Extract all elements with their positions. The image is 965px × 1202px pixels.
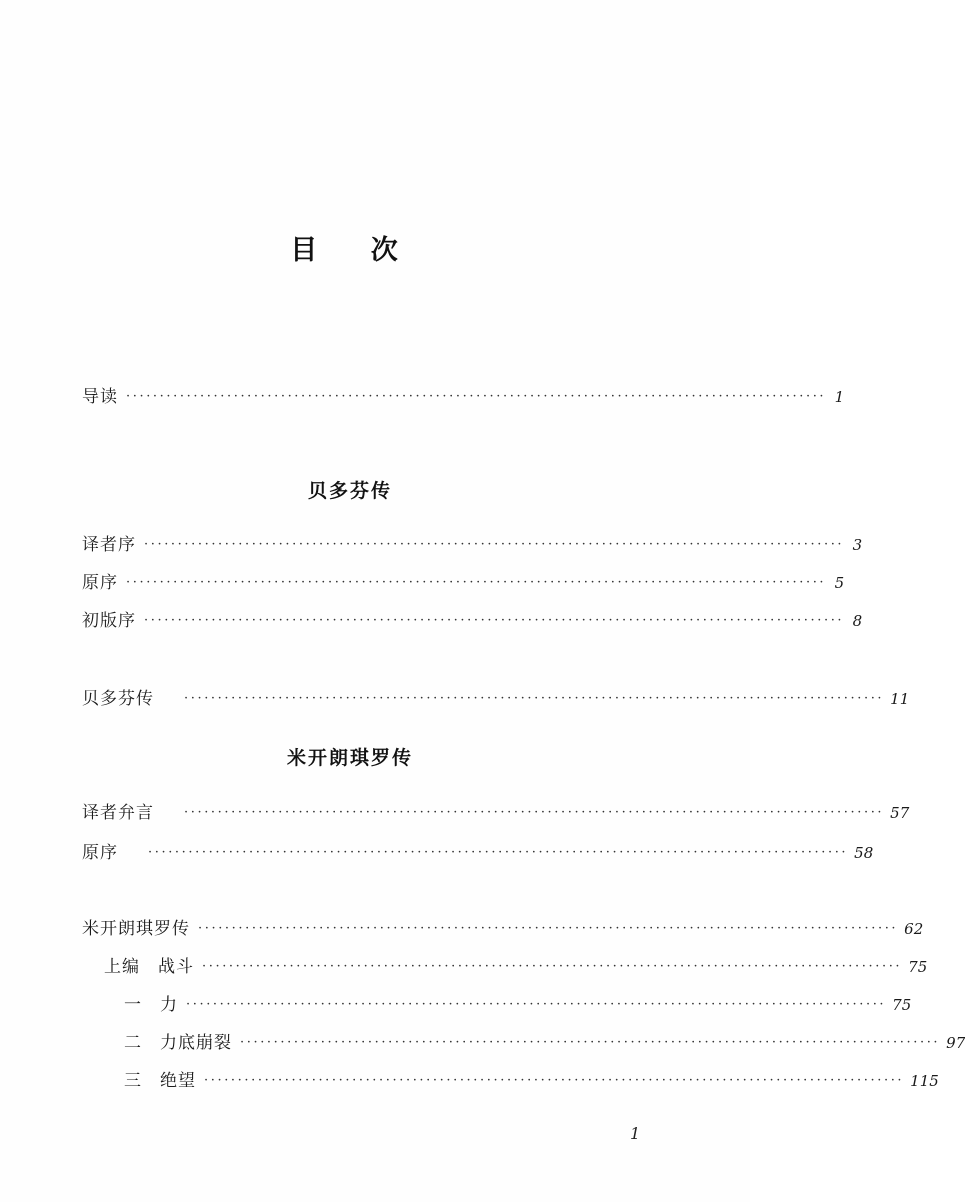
toc-entry-page-number: 11 (890, 690, 910, 708)
dot-leader: ········································································································ (186, 997, 887, 1012)
toc-entry-chapter[interactable] (124, 1028, 965, 1054)
toc-entry-label: 米开朗琪罗传 (82, 919, 190, 939)
toc-entry-label: 上编 战斗 (104, 957, 194, 977)
toc-entry[interactable] (82, 798, 910, 824)
dot-leader: ········································································································ (144, 613, 845, 628)
dot-leader: ········································································································ (184, 805, 885, 820)
toc-entry[interactable] (82, 530, 863, 556)
toc-entry-label: 原序 (82, 843, 118, 863)
dot-leader: ········································································································ (148, 845, 849, 860)
toc-entry-page-number: 58 (854, 844, 874, 862)
toc-entry-label: 二 力底崩裂 (124, 1033, 232, 1053)
toc-entry[interactable] (82, 684, 910, 710)
toc-entry-page-number: 75 (908, 958, 928, 976)
toc-entry-page-number: 57 (890, 804, 910, 822)
toc-entry-chapter[interactable] (124, 1066, 939, 1092)
toc-entry-page-number: 1 (834, 388, 845, 406)
page-title: 目 次 (290, 235, 420, 266)
section-heading-beethoven: 贝多芬传 (307, 480, 392, 502)
toc-entry-chapter[interactable] (124, 990, 912, 1016)
toc-entry[interactable] (82, 838, 874, 864)
toc-entry-label: 一 力 (124, 995, 178, 1015)
folio-page-number: 1 (630, 1124, 641, 1143)
section-heading-michelangelo: 米开朗琪罗传 (286, 747, 413, 769)
toc-entry-label: 初版序 (82, 611, 136, 631)
toc-entry-part[interactable] (104, 952, 928, 978)
toc-entry-page-number: 8 (852, 612, 863, 630)
toc-entry[interactable] (82, 568, 845, 594)
toc-entry-label: 原序 (82, 573, 118, 593)
toc-entry[interactable] (82, 606, 863, 632)
toc-entry-label: 贝多芬传 (82, 689, 154, 709)
dot-leader: ········································································································ (126, 389, 827, 404)
toc-entry-label: 译者弁言 (82, 803, 154, 823)
toc-entry-label: 三 绝望 (124, 1071, 196, 1091)
toc-entry[interactable] (82, 914, 924, 940)
dot-leader: ········································································································ (198, 921, 899, 936)
dot-leader: ········································································································ (144, 537, 845, 552)
toc-entry-label: 译者序 (82, 535, 136, 555)
dot-leader: ········································································································ (240, 1035, 941, 1050)
toc-entry-intro[interactable] (82, 382, 845, 408)
dot-leader: ········································································································ (126, 575, 827, 590)
toc-entry-page-number: 3 (852, 536, 863, 554)
toc-entry-label: 导读 (82, 387, 118, 407)
toc-entry-page-number: 62 (904, 920, 924, 938)
toc-entry-page-number: 97 (946, 1034, 965, 1052)
dot-leader: ········································································································ (202, 959, 903, 974)
dot-leader: ········································································································ (204, 1073, 905, 1088)
toc-entry-page-number: 5 (834, 574, 845, 592)
toc-entry-page-number: 115 (910, 1072, 939, 1090)
toc-entry-page-number: 75 (892, 996, 912, 1014)
dot-leader: ········································································································ (184, 691, 885, 706)
